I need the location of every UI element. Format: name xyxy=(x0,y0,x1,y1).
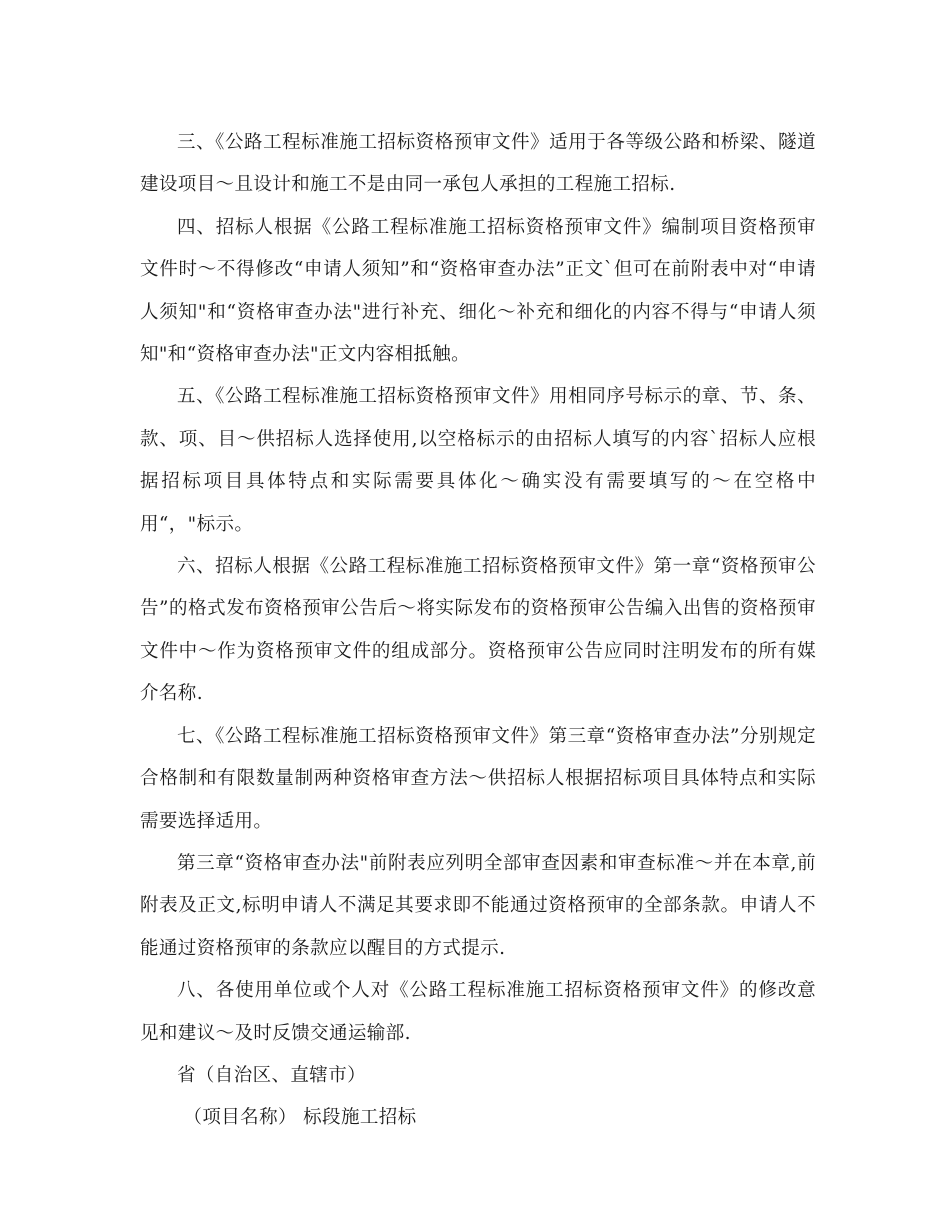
province-line: 省（自治区、直辖市） xyxy=(177,1064,367,1086)
paragraph-article-6: 六、招标人根据《公路工程标准施工招标资格预审文件》第一章“资格预审公告”的格式发布资格预审公告后～将实际发布的资格预审公告编入出售的资格预审文件中～作为资格预审文件的组成部分。资格预审公告应同时注明发布的所有媒介名称. xyxy=(140,556,816,705)
paragraph-article-7: 七、《公路工程标准施工招标资格预审文件》第三章“资格审查办法”分别规定合格制和有限数量制两种资格审查方法～供招标人根据招标项目具体特点和实际需要选择适用。 xyxy=(140,725,816,832)
paragraph-chapter-3-note: 第三章“资格审查办法"前附表应列明全部审查因素和审查标准～并在本章,前附表及正文,标明申请人不满足其要求即不能通过资格预审的全部条款。申请人不能通过资格预审的条款应以醒目的方式提示. xyxy=(140,852,816,959)
project-name-line: （项目名称） 标段施工招标 xyxy=(183,1107,417,1129)
paragraph-article-4: 四、招标人根据《公路工程标准施工招标资格预审文件》编制项目资格预审文件时～不得修改“申请人须知”和“资格审查办法”正文`但可在前附表中对“申请人须知"和“资格审查办法"进行补充、细化～补充和细化的内容不得与“申请人须知"和“资格审查办法"正文内容相抵触。 xyxy=(140,216,816,366)
paragraph-article-8: 八、各使用单位或个人对《公路工程标准施工招标资格预审文件》的修改意见和建议～及时反馈交通运输部. xyxy=(140,980,816,1044)
document-page xyxy=(140,122,816,1140)
paragraph-article-3: 三、《公路工程标准施工招标资格预审文件》适用于各等级公路和桥梁、隧道建设项目～且设计和施工不是由同一承包人承担的工程施工招标. xyxy=(140,132,816,196)
paragraph-article-5: 五、《公路工程标准施工招标资格预审文件》用相同序号标示的章、节、条、款、项、目～供招标人选择使用,以空格标示的由招标人填写的内容`招标人应根据招标项目具体特点和实际需要具体化～确实没有需要填写的～在空格中用“，"标示。 xyxy=(140,386,816,535)
